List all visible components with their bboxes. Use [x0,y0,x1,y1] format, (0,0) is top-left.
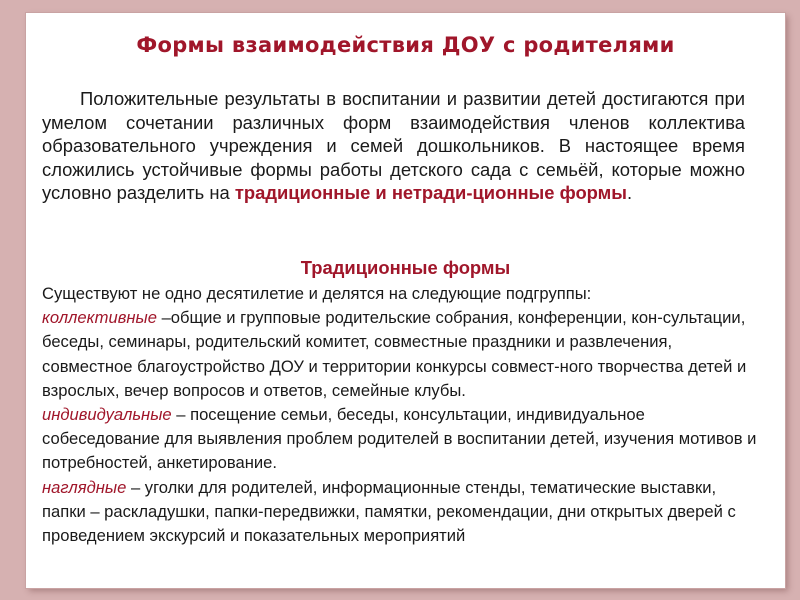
intro-end: . [626,182,633,203]
group-name: индивидуальные [42,405,172,425]
group-text: – уголки для родителей, информационные стенды, тематические выставки, папки – раскладушки, папки-передвижки, памятки, рекомендации, дни открытых дверей с проведением экскурсий и показательных мероприятий [42,477,736,546]
group-text: – посещение семьи, беседы, консультации, индивидуальное собеседование для выявления проблем родителей в воспитании детей, изучения мотивов и потребностей, анкетирование. [42,405,757,473]
group-collective [42,306,762,403]
forms-list [42,282,762,548]
slide [26,13,785,588]
group-name: коллективные [42,308,157,328]
group-individual [42,403,762,476]
slide-title: Формы взаимодействия ДОУ с родителями [136,33,675,57]
section-subtitle: Традиционные формы [300,257,511,278]
group-text: –общие и групповые родительские собрания, конференции, кон-сультации, беседы, семинары, родительский комитет, совместные праздники и развлечения, совместное благоустройство ДОУ и территории конкурсы совмест-ного творчества детей и взрослых, вечер вопросов и ответов, семейные клубы. [42,308,747,400]
intro-highlight: традиционные и нетради-ционные формы [234,182,627,203]
intro-text: Положительные результаты в воспитании и развитии детей достигаются при умелом сочетании различных форм взаимодействия членов коллектива образовательного учреждения и семей дошкольников. В настоящее время сложились устойчивые формы работы детского сада с семьёй, которые можно условно разделить на [42,88,745,203]
lead-text: Существуют не одно десятилетие и делятся на следующие подгруппы: [42,284,592,303]
intro-paragraph [42,87,745,205]
group-visual [42,476,762,549]
group-name: наглядные [42,477,127,497]
